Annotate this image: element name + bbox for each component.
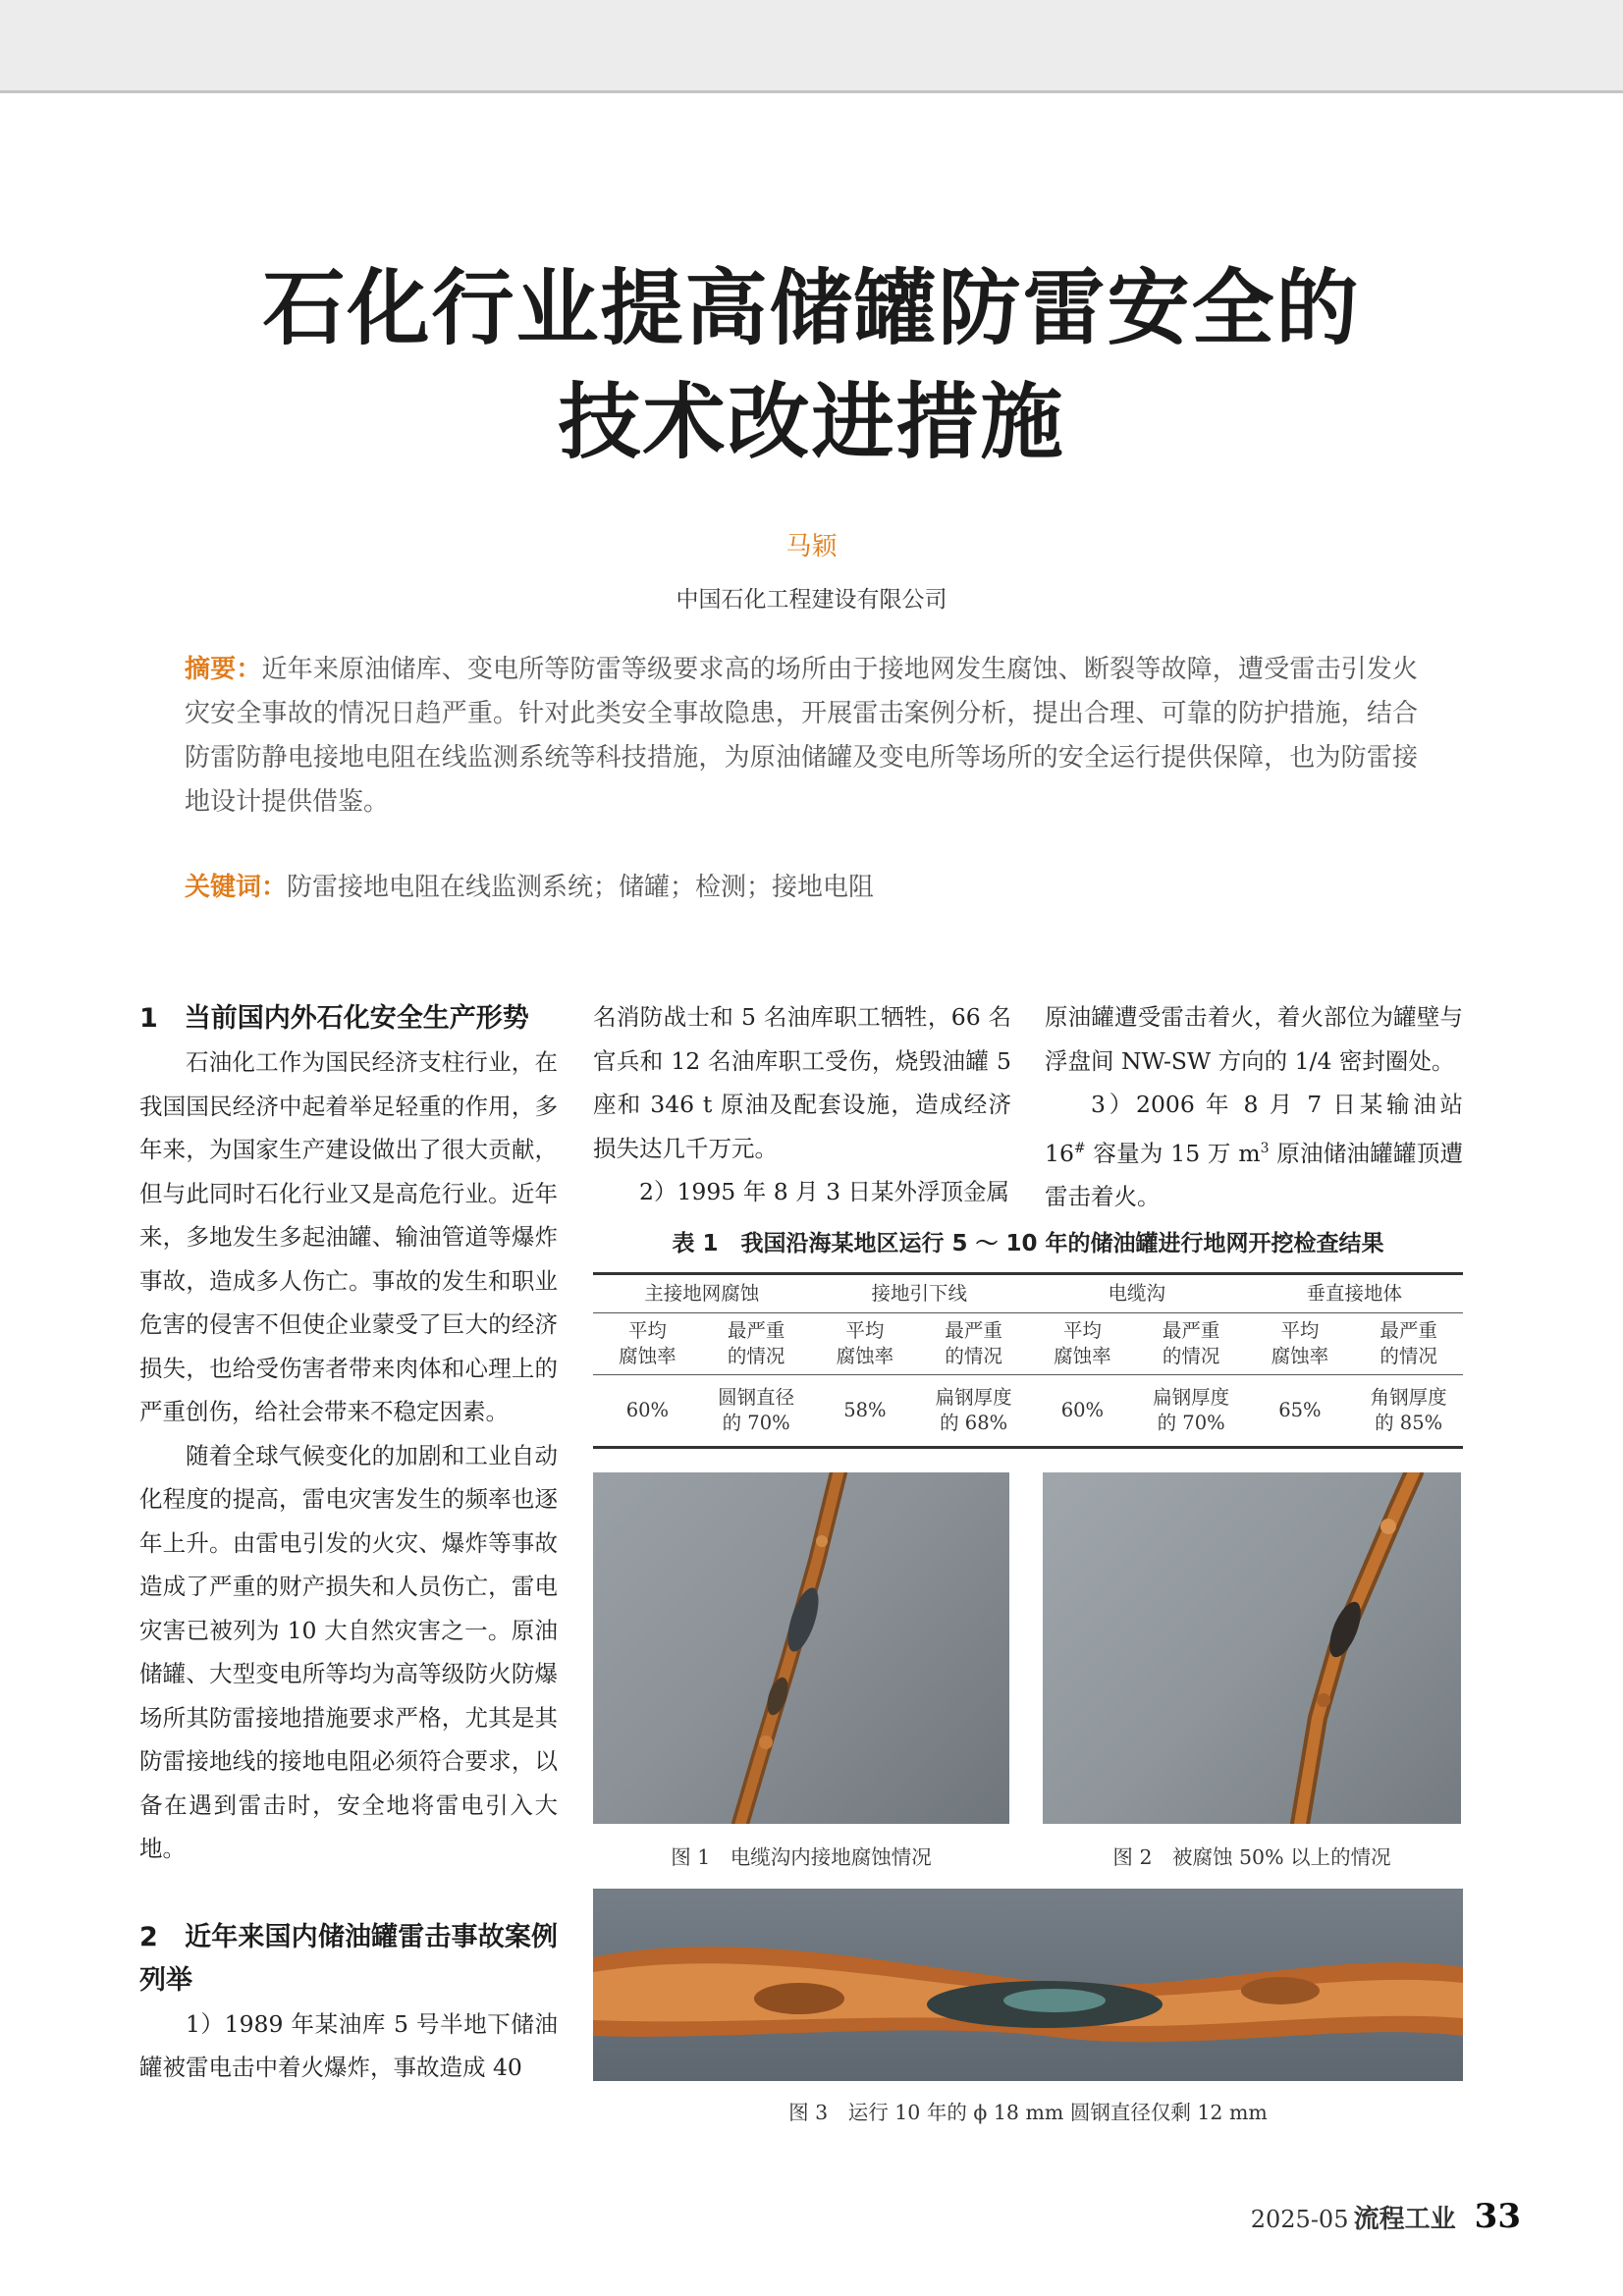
table-subheader: 最严重 的情况	[702, 1313, 811, 1375]
corroded-rod-illustration	[593, 1472, 1009, 1824]
article-title-line2: 技术改进措施	[558, 374, 1065, 470]
table-subheader: 最严重 的情况	[1137, 1313, 1246, 1375]
journal-name: 流程工业	[1353, 2205, 1456, 2234]
table-cell: 60%	[593, 1375, 702, 1448]
table-group-header: 主接地网腐蚀	[593, 1274, 811, 1313]
superscript-hash: #	[1073, 1140, 1086, 1156]
keywords-label: 关键词：	[185, 873, 288, 902]
table-cell: 扁钢厚度 的 68%	[919, 1375, 1028, 1448]
table-subheader: 最严重 的情况	[1354, 1313, 1463, 1375]
table-caption: 表 1 我国沿海某地区运行 5 ～ 10 年的储油罐进行地网开挖检查结果	[672, 1231, 1384, 1256]
table-subheader: 最严重 的情况	[919, 1313, 1028, 1375]
figure-1-photo	[593, 1472, 1009, 1824]
superscript-3: 3	[1260, 1140, 1270, 1156]
table-group-header: 接地引下线	[811, 1274, 1029, 1313]
figure-2-caption: 图 2 被腐蚀 50% 以上的情况	[1112, 1845, 1391, 1869]
body-paragraph: 2）1995 年 8 月 3 日某外浮顶金属	[639, 1178, 1010, 1205]
table-header-row	[593, 1274, 1463, 1313]
corroded-rod-illustration	[593, 1889, 1463, 2081]
figure-3-caption: 图 3 运行 10 年的 ϕ 18 mm 圆钢直径仅剩 12 mm	[788, 2101, 1268, 2124]
table-cell: 65%	[1246, 1375, 1355, 1448]
keywords-text: 防雷接地电阻在线监测系统；储罐；检测；接地电阻	[287, 873, 875, 902]
abstract	[185, 648, 1418, 825]
table-subheader: 平均 腐蚀率	[811, 1313, 920, 1375]
corroded-rod-illustration	[1043, 1472, 1461, 1824]
body-paragraph: 随着全球气候变化的加剧和工业自动化程度的提高，雷电灾害发生的频率也逐年上升。由雷电引发的火灾、爆炸等事故造成了严重的财产损失和人员伤亡，雷电灾害已被列为 10 大自然灾害之一。原油储罐、大型变电所等均为高等级防火防爆场所其防雷接地措施要求严格，尤其是其防雷接地线的接地电阻必须符合要求，以备在遇到雷击时，安全地将雷电引入大地。	[139, 1441, 558, 1862]
table-row	[593, 1375, 1463, 1448]
table-cell: 60%	[1028, 1375, 1137, 1448]
figure-1-caption: 图 1 电缆沟内接地腐蚀情况	[671, 1845, 932, 1869]
issue-date: 2025-05	[1250, 2206, 1349, 2233]
table-group-header: 电缆沟	[1028, 1274, 1246, 1313]
figure-2-photo	[1043, 1472, 1461, 1824]
figure-3-photo	[593, 1889, 1463, 2081]
body-column-middle	[593, 995, 1011, 1214]
page-number: 33	[1474, 2197, 1521, 2236]
body-paragraph: 1）1989 年某油库 5 号半地下储油罐被雷电击中着火爆炸，事故造成 40	[139, 2009, 558, 2081]
table-subheader-row	[593, 1313, 1463, 1375]
table-cell: 角钢厚度 的 85%	[1354, 1375, 1463, 1448]
author-affiliation: 中国石化工程建设有限公司	[676, 587, 947, 613]
table-subheader: 平均 腐蚀率	[593, 1313, 702, 1375]
section-heading-1: 1 当前国内外石化安全生产形势	[139, 1003, 529, 1034]
page-footer	[1251, 2197, 1521, 2236]
author-name: 马颖	[785, 532, 838, 561]
abstract-text: 近年来原油储库、变电所等防雷等级要求高的场所由于接地网发生腐蚀、断裂等故障，遭受雷击引发火灾安全事故的情况日趋严重。针对此类安全事故隐患，开展雷击案例分析，提出合理、可靠的防护措施，结合防雷防静电接地电阻在线监测系统等科技措施，为原油储罐及变电所等场所的安全运行提供保障，也为防雷接地设计提供借鉴。	[185, 655, 1418, 817]
keywords	[185, 866, 1418, 910]
body-column-right	[1045, 995, 1463, 1218]
section-heading-2: 2 近年来国内储油罐雷击事故案例列举	[139, 1921, 558, 1996]
table-cell: 扁钢厚度 的 70%	[1137, 1375, 1246, 1448]
body-column-left	[139, 997, 558, 2090]
article-title-line1: 石化行业提高储罐防雷安全的	[262, 260, 1361, 356]
table-cell: 58%	[811, 1375, 920, 1448]
table-group-header: 垂直接地体	[1246, 1274, 1464, 1313]
abstract-label: 摘要：	[185, 655, 262, 684]
table-subheader: 平均 腐蚀率	[1246, 1313, 1355, 1375]
table-subheader: 平均 腐蚀率	[1028, 1313, 1137, 1375]
body-paragraph: 原油罐遭受雷击着火，着火部位为罐壁与浮盘间 NW-SW 方向的 1/4 密封圈处。	[1045, 1003, 1463, 1075]
page-top-band	[0, 0, 1623, 93]
body-paragraph: 名消防战士和 5 名油库职工牺牲，66 名官兵和 12 名油库职工受伤，烧毁油罐 5 座和 346 t 原油及配套设施，造成经济损失达几千万元。	[593, 1003, 1011, 1162]
results-table	[593, 1272, 1463, 1449]
body-paragraph: 石油化工作为国民经济支柱行业，在我国国民经济中起着举足轻重的作用，多年来，为国家生产建设做出了很大贡献，但与此同时石化行业又是高危行业。近年来，多地发生多起油罐、输油管道等爆炸事故，造成多人伤亡。事故的发生和职业危害的侵害不但使企业蒙受了巨大的经济损失，也给受伤害者带来肉体和心理上的严重创伤，给社会带来不稳定因素。	[139, 1048, 558, 1425]
table-cell: 圆钢直径 的 70%	[702, 1375, 811, 1448]
body-paragraph: 3）2006 年 8 月 7 日某输油站 16# 容量为 15 万 $m^3$ 原油储油罐罐顶遭雷击着火。	[1045, 1091, 1463, 1210]
